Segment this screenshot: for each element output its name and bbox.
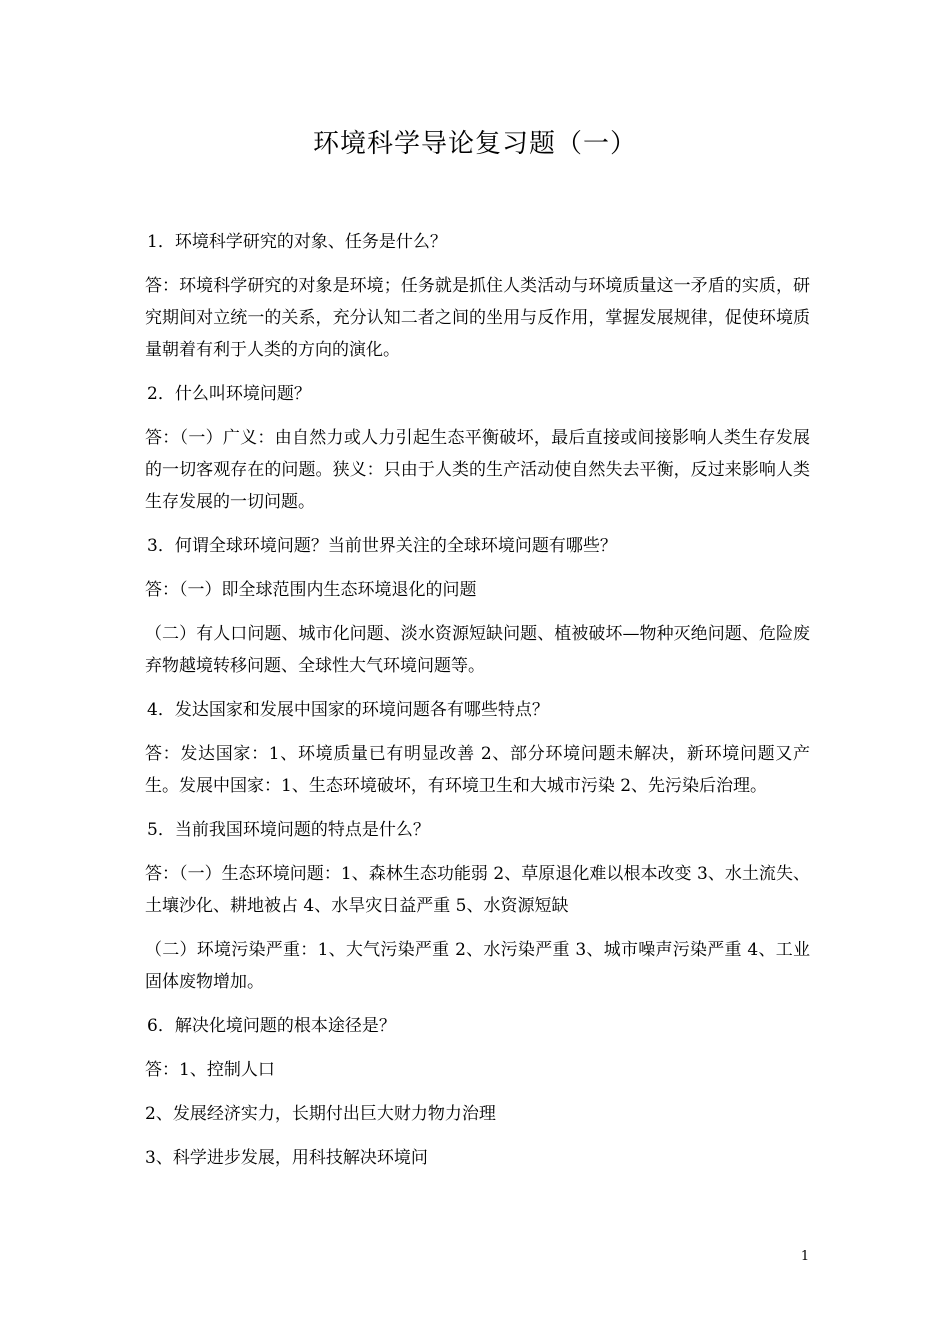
question-6: 6．解决化境问题的根本途径是？ [147, 1016, 396, 1036]
answer-4: 答：发达国家：1、环境质量已有明显改善 2、部分环境问题未解决，新环境问题又产生。发展中国家：1、生态环境破坏，有环境卫生和大城市污染 2、先污染后治理。 [145, 744, 810, 796]
question-2: 2．什么叫环境问题？ [147, 384, 311, 404]
question-3: 3．何谓全球环境问题？当前世界关注的全球环境问题有哪些？ [147, 536, 617, 556]
answer-3-part-2: （二）有人口问题、城市化问题、淡水资源短缺问题、植被破坏—物种灭绝问题、危险废弃物越境转移问题、全球性大气环境问题等。 [145, 624, 810, 676]
page-number: 1 [800, 1249, 810, 1264]
question-4: 4．发达国家和发展中国家的环境问题各有哪些特点？ [147, 700, 549, 720]
answer-2: 答：（一）广义：由自然力或人力引起生态平衡破坏，最后直接或间接影响人类生存发展的一切客观存在的问题。狭义：只由于人类的生产活动使自然失去平衡，反过来影响人类生存发展的一切问题。 [145, 428, 810, 512]
answer-6-item-2: 2、发展经济实力，长期付出巨大财力物力治理 [145, 1104, 496, 1124]
question-5: 5．当前我国环境问题的特点是什么？ [147, 820, 430, 840]
answer-1: 答：环境科学研究的对象是环境；任务就是抓住人类活动与环境质量这一矛盾的实质，研究期间对立统一的关系，充分认知二者之间的坐用与反作用，掌握发展规律，促使环境质量朝着有利于人类的方向的演化。 [145, 276, 810, 360]
answer-5-part-1: 答：（一）生态环境问题：1、森林生态功能弱 2、草原退化难以根本改变 3、水土流失、土壤沙化、耕地被占 4、水旱灾日益严重 5、水资源短缺 [145, 864, 810, 916]
answer-6-item-1: 答：1、控制人口 [145, 1060, 275, 1080]
question-1: 1．环境科学研究的对象、任务是什么？ [147, 232, 447, 252]
answer-5-part-2: （二）环境污染严重：1、大气污染严重 2、水污染严重 3、城市噪声污染严重 4、工业固体废物增加。 [145, 940, 810, 992]
document-title: 环境科学导论复习题（一） [312, 129, 637, 159]
answer-6-item-3: 3、科学进步发展，用科技解决环境问 [145, 1148, 428, 1168]
answer-3-part-1: 答：（一）即全球范围内生态环境退化的问题 [145, 580, 477, 600]
document-body [145, 226, 810, 1186]
